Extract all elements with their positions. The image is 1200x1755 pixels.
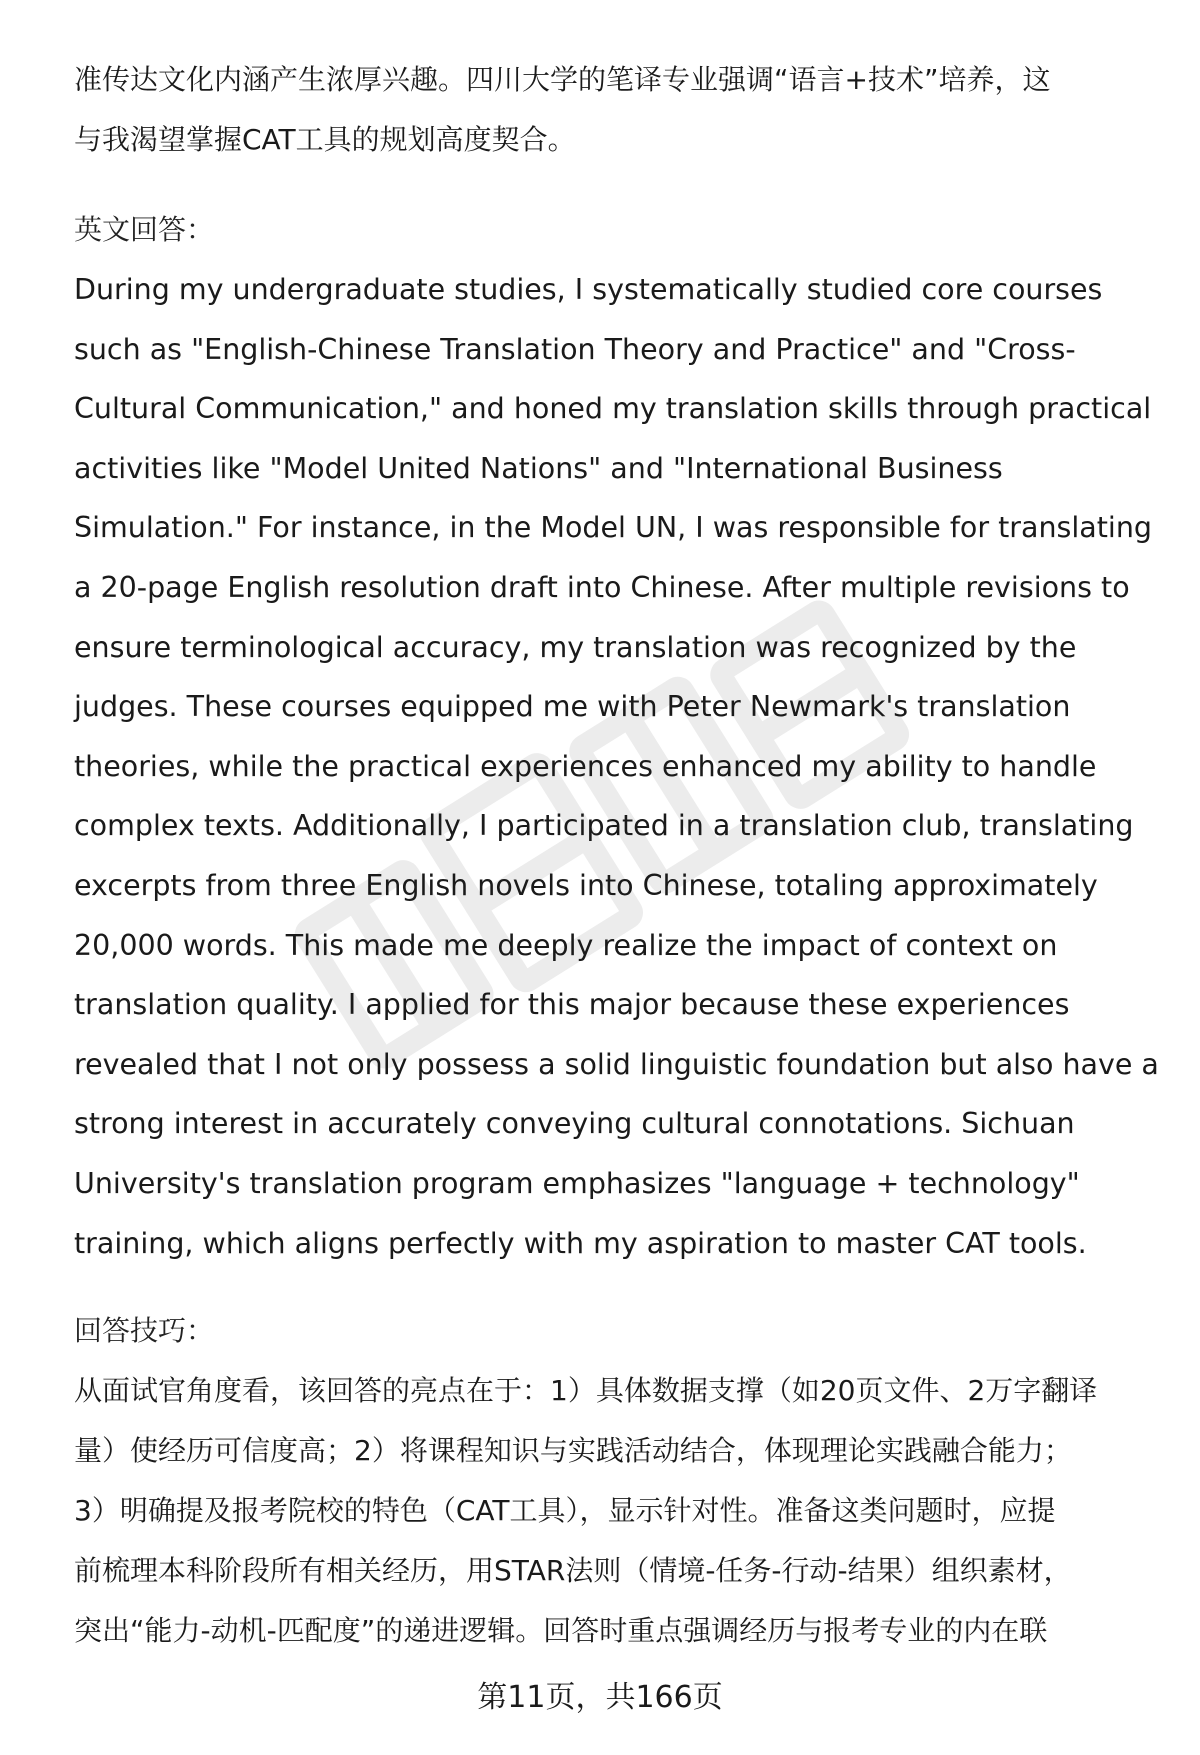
text-line: judges. These courses equipped me with Peter Newmark's translation: [74, 690, 1071, 724]
answer-tips-label: 回答技巧：: [74, 1314, 215, 1348]
text-line: translation quality. I applied for this major because these experiences: [74, 988, 1070, 1022]
english-answer-section: [74, 200, 1159, 1273]
english-answer-label: 英文回答：: [74, 213, 215, 246]
intro-line: 与我渴望掌握CAT工具的规划高度契合。: [74, 123, 576, 156]
text-line: 突出“能力-动机-匹配度”的递进逻辑。回答时重点强调经历与报考专业的内在联: [74, 1614, 1048, 1648]
text-line: 3）明确提及报考院校的特色（CAT工具），显示针对性。准备这类问题时，应提: [74, 1494, 1056, 1528]
text-line: 前梳理本科阶段所有相关经历，用STAR法则（情境-任务-行动-结果）组织素材，: [74, 1554, 1072, 1588]
text-line: excerpts from three English novels into Chinese, totaling approximately: [74, 868, 1098, 902]
intro-paragraph: [74, 50, 1154, 170]
text-line: complex texts. Additionally, I participated in a translation club, translating: [74, 809, 1134, 843]
text-line: revealed that I not only possess a solid linguistic foundation but also have a: [74, 1047, 1159, 1081]
text-line: activities like "Model United Nations" and "International Business: [74, 451, 1003, 485]
text-line: Cultural Communication," and honed my translation skills through practical: [74, 392, 1152, 426]
text-line: a 20-page English resolution draft into Chinese. After multiple revisions to: [74, 570, 1130, 604]
text-line: theories, while the practical experiences enhanced my ability to handle: [74, 749, 1097, 783]
answer-tips-text: [74, 1361, 1154, 1661]
text-line: 量）使经历可信度高；2）将课程知识与实践活动结合，体现理论实践融合能力；: [74, 1434, 1072, 1468]
page-number-footer: 第11页，共166页: [477, 1680, 723, 1715]
text-line: 20,000 words. This made me deeply realize the impact of context on: [74, 928, 1058, 962]
text-line: strong interest in accurately conveying cultural connotations. Sichuan: [74, 1107, 1075, 1141]
text-line: 从面试官角度看，该回答的亮点在于：1）具体数据支撑（如20页文件、2万字翻译: [74, 1374, 1098, 1408]
text-line: University's translation program emphasizes "language + technology": [74, 1166, 1080, 1200]
text-line: ensure terminological accuracy, my translation was recognized by the: [74, 630, 1077, 664]
english-answer-text: [74, 260, 1159, 1273]
text-line: such as "English-Chinese Translation Theory and Practice" and "Cross-: [74, 332, 1076, 366]
text-line: Simulation." For instance, in the Model UN, I was responsible for translating: [74, 511, 1153, 545]
intro-line: 准传达文化内涵产生浓厚兴趣。四川大学的笔译专业强调“语言+技术”培养，这: [74, 63, 1051, 96]
text-line: training, which aligns perfectly with my aspiration to master CAT tools.: [74, 1226, 1087, 1260]
answer-tips-section: [74, 1301, 1154, 1661]
text-line: During my undergraduate studies, I systematically studied core courses: [74, 273, 1103, 306]
document-body: [74, 50, 1159, 1661]
